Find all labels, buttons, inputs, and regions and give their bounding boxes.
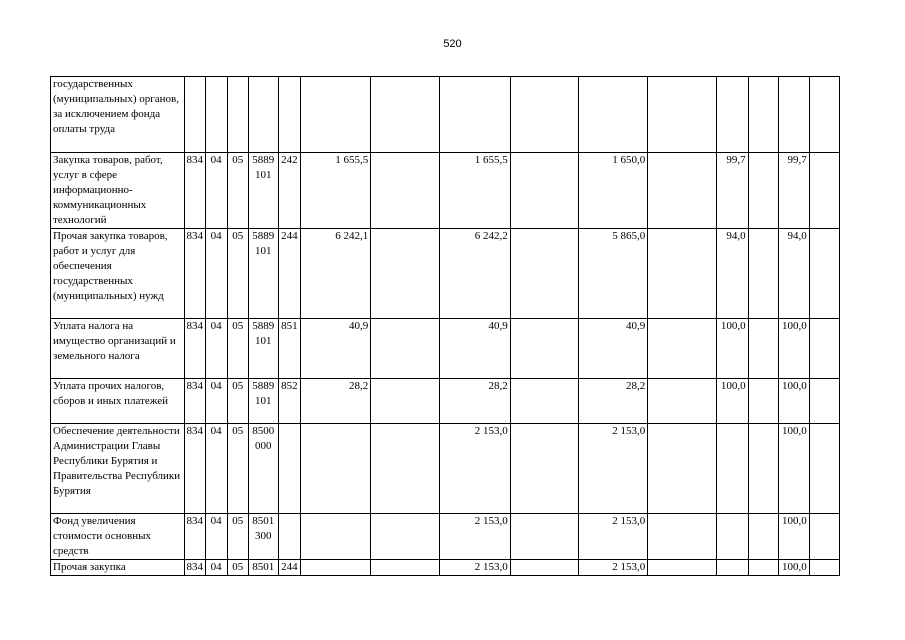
percent-refined: 100,0 [778,379,809,424]
value-refined: 40,9 [440,319,510,379]
value-approved [300,77,370,153]
value-refined: 6 242,2 [440,229,510,319]
budget-table-body [51,77,840,576]
table-row [51,319,840,379]
empty-cell [371,319,440,379]
code-expense-type: 244 [278,560,300,576]
percent-approved: 94,0 [717,229,748,319]
code-section: 04 [205,153,227,229]
percent-refined: 94,0 [778,229,809,319]
value-extra [648,77,717,153]
code-target: 5889 101 [248,153,278,229]
value-extra [648,424,717,514]
value-extra [648,514,717,560]
code-section: 04 [205,424,227,514]
code-admin: 834 [184,379,205,424]
value-refined: 28,2 [440,379,510,424]
empty-cell [809,229,839,319]
code-subsection: 05 [227,229,248,319]
value-extra [648,319,717,379]
table-row [51,77,840,153]
empty-cell [510,77,578,153]
code-admin: 834 [184,514,205,560]
code-subsection: 05 [227,560,248,576]
empty-cell [809,379,839,424]
row-name: государственных (муниципальных) органов, за исключением фонда оплаты труда [51,77,185,153]
percent-refined: 100,0 [778,514,809,560]
value-executed [578,77,647,153]
percent-refined [778,77,809,153]
code-section: 04 [205,319,227,379]
code-admin: 834 [184,229,205,319]
value-executed: 2 153,0 [578,424,647,514]
value-approved: 28,2 [300,379,370,424]
value-extra [648,153,717,229]
code-expense-type: 851 [278,319,300,379]
empty-cell [748,424,778,514]
row-name: Закупка товаров, работ, услуг в сфере информационно-коммуникационных технологий [51,153,185,229]
code-subsection: 05 [227,153,248,229]
empty-cell [809,77,839,153]
table-row [51,379,840,424]
value-approved: 1 655,5 [300,153,370,229]
code-admin: 834 [184,560,205,576]
percent-approved [717,514,748,560]
row-name: Уплата налога на имущество организаций и земельного налога [51,319,185,379]
code-section: 04 [205,560,227,576]
value-approved [300,560,370,576]
table-row [51,424,840,514]
empty-cell [510,560,578,576]
empty-cell [510,153,578,229]
empty-cell [371,77,440,153]
code-admin: 834 [184,424,205,514]
code-target: 5889 101 [248,379,278,424]
table-row [51,560,840,576]
value-executed: 2 153,0 [578,514,647,560]
value-refined [440,77,510,153]
percent-approved: 99,7 [717,153,748,229]
empty-cell [809,560,839,576]
percent-approved [717,424,748,514]
empty-cell [748,319,778,379]
empty-cell [748,379,778,424]
value-executed: 5 865,0 [578,229,647,319]
value-extra [648,229,717,319]
empty-cell [371,560,440,576]
empty-cell [371,514,440,560]
code-expense-type [278,514,300,560]
value-approved [300,424,370,514]
code-target [248,77,278,153]
code-section: 04 [205,229,227,319]
percent-approved [717,77,748,153]
value-extra [648,379,717,424]
code-expense-type [278,77,300,153]
value-refined: 1 655,5 [440,153,510,229]
empty-cell [371,424,440,514]
percent-approved: 100,0 [717,379,748,424]
empty-cell [809,153,839,229]
code-expense-type: 242 [278,153,300,229]
code-subsection: 05 [227,424,248,514]
empty-cell [809,319,839,379]
code-expense-type: 244 [278,229,300,319]
empty-cell [748,514,778,560]
empty-cell [510,379,578,424]
code-target: 8500 000 [248,424,278,514]
value-approved: 40,9 [300,319,370,379]
code-subsection: 05 [227,514,248,560]
empty-cell [748,229,778,319]
percent-approved: 100,0 [717,319,748,379]
code-expense-type [278,424,300,514]
code-section: 04 [205,379,227,424]
percent-refined: 100,0 [778,424,809,514]
code-subsection [227,77,248,153]
table-row [51,153,840,229]
percent-refined: 100,0 [778,319,809,379]
value-refined: 2 153,0 [440,514,510,560]
empty-cell [371,153,440,229]
code-admin: 834 [184,319,205,379]
empty-cell [371,229,440,319]
empty-cell [748,77,778,153]
budget-table [50,76,840,576]
value-approved [300,514,370,560]
code-target: 5889 101 [248,319,278,379]
empty-cell [371,379,440,424]
empty-cell [510,319,578,379]
page-number: 520 [443,38,462,50]
value-extra [648,560,717,576]
code-target: 5889 101 [248,229,278,319]
value-executed: 28,2 [578,379,647,424]
percent-refined: 99,7 [778,153,809,229]
code-section [205,77,227,153]
code-expense-type: 852 [278,379,300,424]
row-name: Прочая закупка товаров, работ и услуг для обеспечения государственных (муниципальных) нужд [51,229,185,319]
empty-cell [510,229,578,319]
percent-approved [717,560,748,576]
empty-cell [809,514,839,560]
value-refined: 2 153,0 [440,560,510,576]
row-name: Прочая закупка [51,560,185,576]
code-target: 8501 300 [248,514,278,560]
code-section: 04 [205,514,227,560]
row-name: Обеспечение деятельности Администрации Главы Республики Бурятия и Правительства Республики Бурятия [51,424,185,514]
code-admin [184,77,205,153]
value-executed: 2 153,0 [578,560,647,576]
code-target: 8501 [248,560,278,576]
empty-cell [510,514,578,560]
row-name: Фонд увеличения стоимости основных средств [51,514,185,560]
empty-cell [748,560,778,576]
table-row [51,229,840,319]
empty-cell [809,424,839,514]
percent-refined: 100,0 [778,560,809,576]
value-approved: 6 242,1 [300,229,370,319]
value-refined: 2 153,0 [440,424,510,514]
row-name: Уплата прочих налогов, сборов и иных платежей [51,379,185,424]
value-executed: 1 650,0 [578,153,647,229]
code-admin: 834 [184,153,205,229]
table-row [51,514,840,560]
value-executed: 40,9 [578,319,647,379]
empty-cell [748,153,778,229]
empty-cell [510,424,578,514]
code-subsection: 05 [227,379,248,424]
code-subsection: 05 [227,319,248,379]
